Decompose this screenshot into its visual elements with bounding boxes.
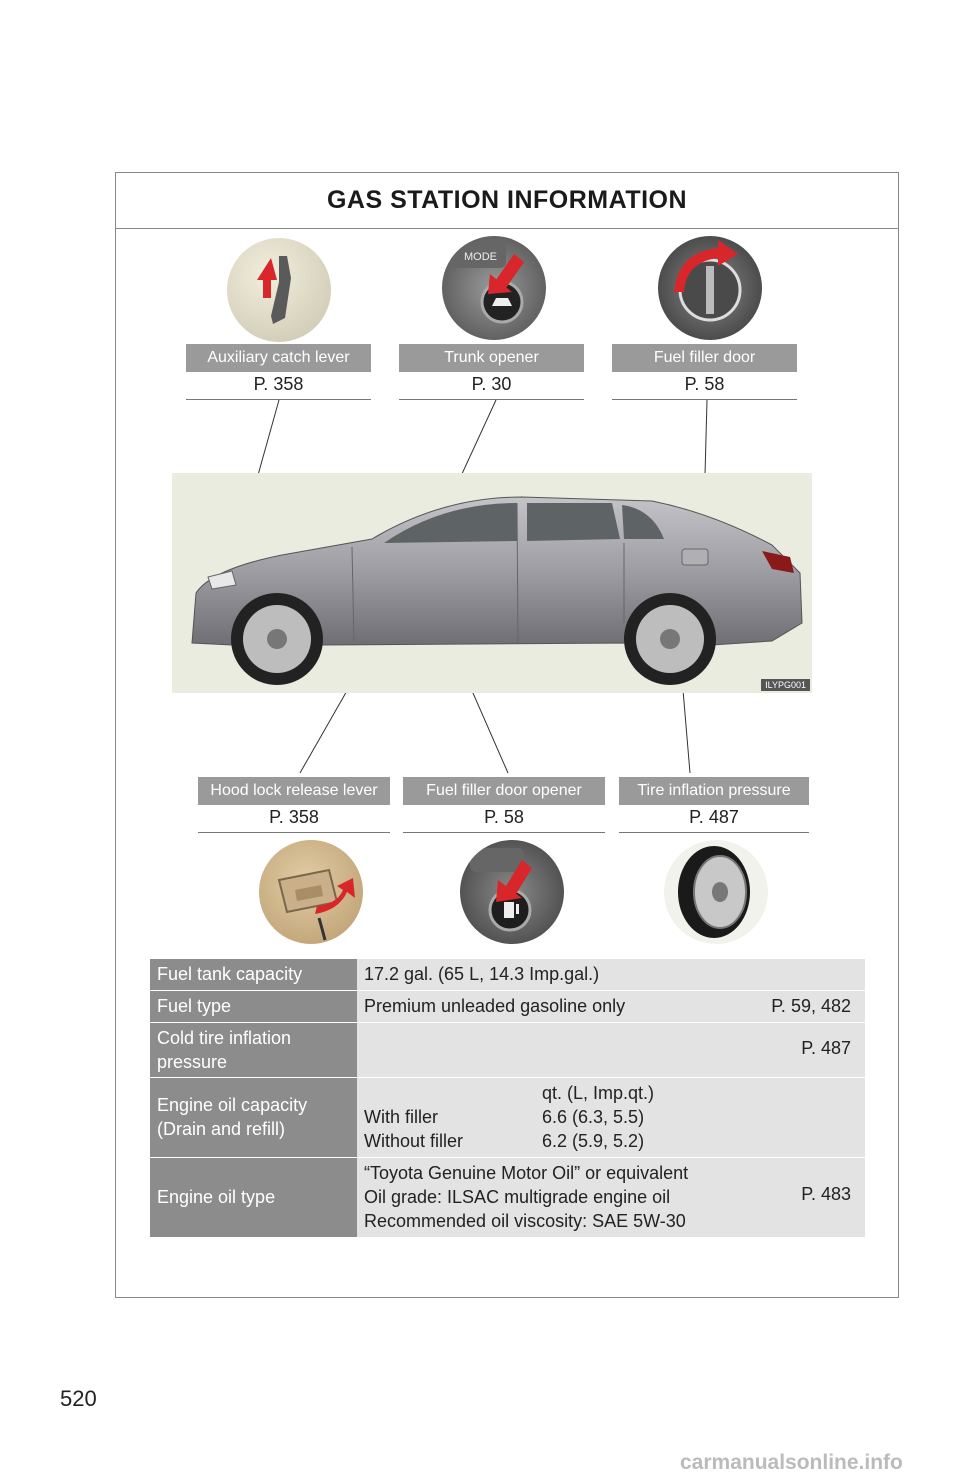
page-reference-link[interactable]: P. 59, 482 [771, 995, 851, 1016]
oil-type-line: “Toyota Genuine Motor Oil” or equivalent [364, 1163, 689, 1183]
fuel-door-opener-icon [460, 840, 564, 944]
callout-label: Auxiliary catch lever [186, 344, 371, 372]
callout-fuel-filler-door-opener [403, 777, 605, 833]
table-row [150, 990, 865, 1022]
key-line: Engine oil capacity [157, 1095, 308, 1115]
trunk-opener-icon [442, 236, 546, 340]
oil-type-line: Recommended oil viscosity: SAE 5W-30 [364, 1211, 686, 1231]
row-key [150, 1077, 357, 1157]
table-row [150, 1157, 865, 1237]
row-value [357, 1157, 865, 1237]
with-filler-value: 6.6 (6.3, 5.5) [542, 1107, 645, 1127]
row-key [150, 1022, 357, 1077]
row-value [357, 1022, 865, 1077]
table-row [150, 1022, 865, 1077]
callout-label: Fuel filler door opener [403, 777, 605, 805]
page-reference-link[interactable]: P. 358 [186, 372, 371, 400]
page-reference-link[interactable]: P. 358 [198, 805, 390, 833]
row-value [357, 990, 865, 1022]
fuel-cap-icon [658, 236, 762, 340]
callout-label: Fuel filler door [612, 344, 797, 372]
row-key: Fuel tank capacity [150, 959, 357, 990]
gas-station-spec-table [150, 959, 865, 1238]
callout-trunk-opener [399, 344, 584, 400]
row-value [357, 1077, 865, 1157]
unit-header: qt. (L, Imp.qt.) [542, 1083, 655, 1103]
page-reference-link[interactable]: P. 487 [619, 805, 809, 833]
page-number: 520 [60, 1386, 97, 1411]
page-title: GAS STATION INFORMATION [115, 172, 899, 229]
row-key: Engine oil type [150, 1157, 357, 1237]
fuel-type-value: Premium unleaded gasoline only [364, 995, 626, 1016]
key-line: pressure [157, 1051, 228, 1072]
callout-label: Hood lock release lever [198, 777, 390, 805]
car-illustration [172, 473, 812, 693]
table-row [150, 959, 865, 990]
key-line: Cold tire inflation [157, 1027, 292, 1048]
key-line: (Drain and refill) [157, 1119, 286, 1139]
figure-code: ILYPG001 [761, 679, 810, 691]
callout-label: Tire inflation pressure [619, 777, 809, 805]
page-reference-link[interactable]: P. 483 [801, 1183, 851, 1204]
table-row [150, 1077, 865, 1157]
without-filler-value: 6.2 (5.9, 5.2) [542, 1131, 645, 1151]
svg-text:MODE: MODE [464, 251, 497, 263]
page-reference-link[interactable]: P. 487 [801, 1037, 851, 1058]
callout-hood-lock-release-lever [198, 777, 390, 833]
tire-icon [664, 840, 768, 944]
sedan-side-view-icon [172, 473, 812, 693]
page-reference-link[interactable]: P. 58 [612, 372, 797, 400]
catch-lever-icon [227, 238, 331, 342]
callout-fuel-filler-door [612, 344, 797, 400]
without-filler-label: Without filler [364, 1131, 464, 1151]
hood-release-icon [259, 840, 363, 944]
callout-label: Trunk opener [399, 344, 584, 372]
row-value: 17.2 gal. (65 L, 14.3 Imp.gal.) [357, 959, 865, 990]
page-reference-link[interactable]: P. 58 [403, 805, 605, 833]
with-filler-label: With filler [364, 1107, 439, 1127]
callout-tire-inflation-pressure [619, 777, 809, 833]
oil-type-line: Oil grade: ILSAC multigrade engine oil [364, 1187, 671, 1207]
row-key: Fuel type [150, 990, 357, 1022]
callout-auxiliary-catch-lever [186, 344, 371, 400]
page-reference-link[interactable]: P. 30 [399, 372, 584, 400]
watermark: carmanualsonline.info [680, 1451, 903, 1474]
